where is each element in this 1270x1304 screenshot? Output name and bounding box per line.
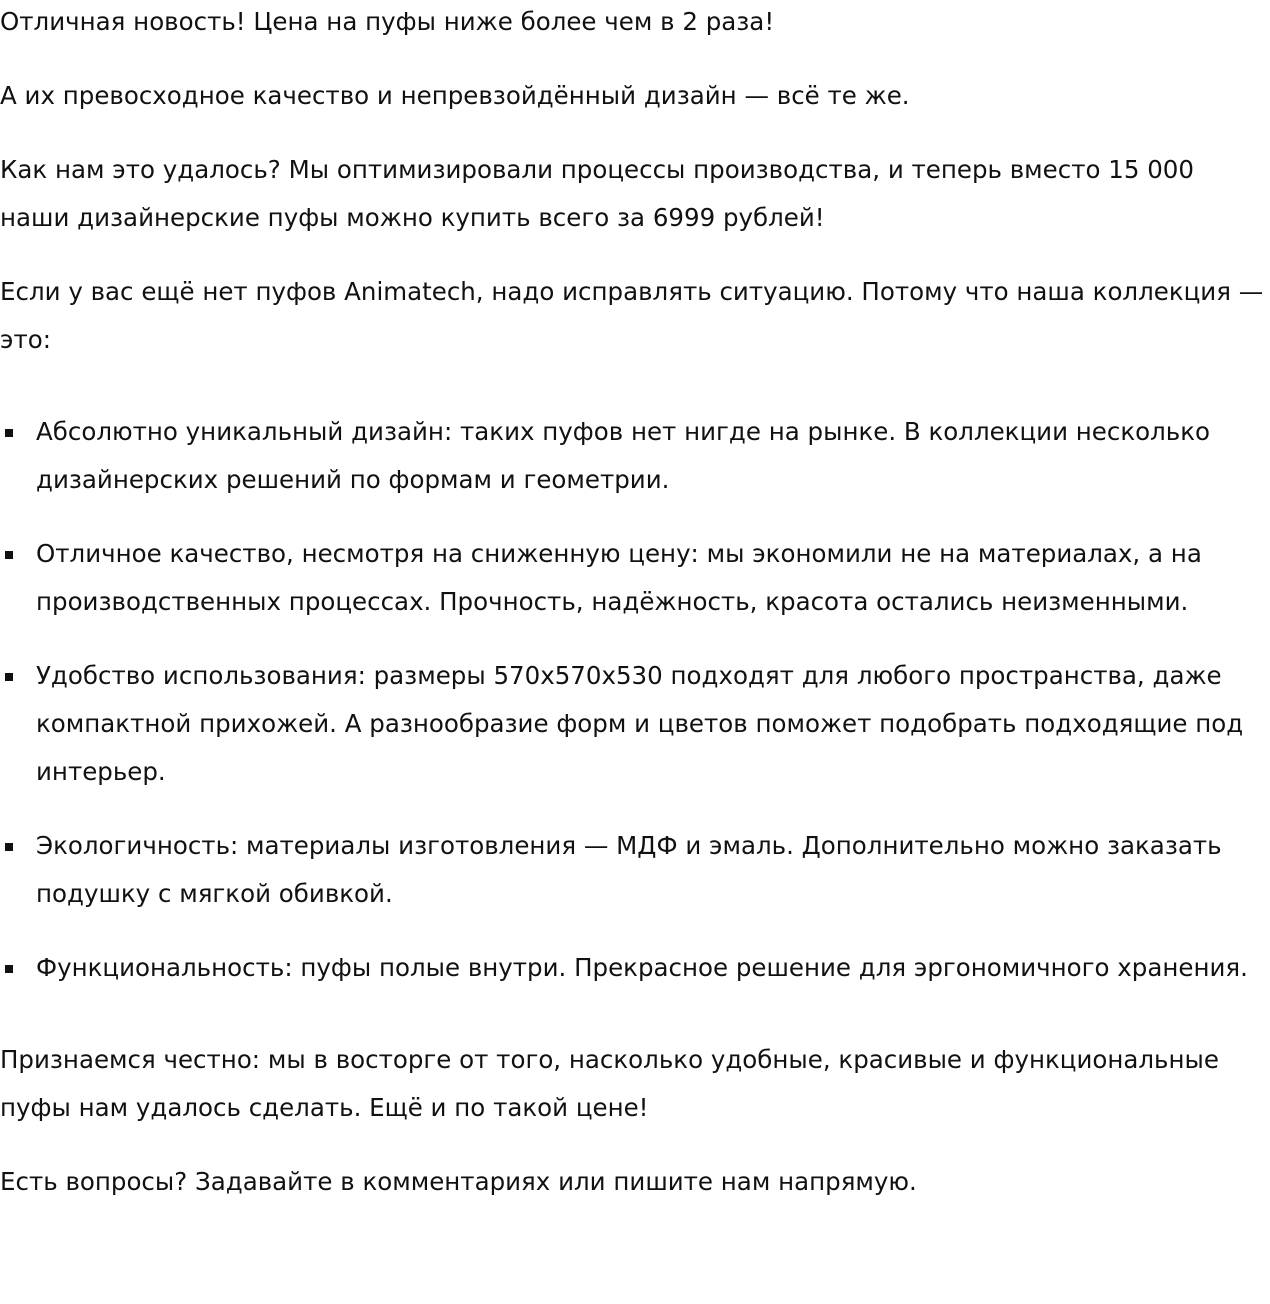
list-item-text: Отличное качество, несмотря на сниженную цену: мы экономили не на материалах, а на производственных процессах. Прочность, надёжность, красота остались неизменными.	[36, 539, 1202, 616]
features-list	[0, 364, 1270, 1036]
square-bullet-icon	[5, 429, 13, 437]
intro-paragraph: Если у вас ещё нет пуфов Animatech, надо исправлять ситуацию. Потому что наша коллекция — это:	[0, 277, 1264, 354]
list-item	[0, 944, 1270, 992]
list-item-text: Функциональность: пуфы полые внутри. Прекрасное решение для эргономичного хранения.	[36, 953, 1248, 982]
list-item-text: Экологичность: материалы изготовления — МДФ и эмаль. Дополнительно можно заказать подушку с мягкой обивкой.	[36, 831, 1222, 908]
square-bullet-icon	[5, 843, 13, 851]
closing-paragraph: Признаемся честно: мы в восторге от того, насколько удобные, красивые и функциональные пуфы нам удалось сделать. Ещё и по такой цене!	[0, 1045, 1219, 1122]
intro-paragraph: Как нам это удалось? Мы оптимизировали процессы производства, и теперь вместо 15 000 наши дизайнерские пуфы можно купить всего за 6999 рублей!	[0, 155, 1194, 232]
square-bullet-icon	[5, 551, 13, 559]
list-item-text: Удобство использования: размеры 570х570х530 подходят для любого пространства, даже компактной прихожей. А разнообразие форм и цветов поможет подобрать подходящие под интерьер.	[36, 661, 1244, 786]
list-item	[0, 408, 1270, 504]
list-item	[0, 652, 1270, 796]
list-item	[0, 822, 1270, 918]
square-bullet-icon	[5, 673, 13, 681]
square-bullet-icon	[5, 965, 13, 973]
closing-paragraph: Есть вопросы? Задавайте в комментариях или пишите нам напрямую.	[0, 1167, 917, 1196]
intro-paragraph: А их превосходное качество и непревзойдённый дизайн — всё те же.	[0, 81, 910, 110]
list-item-text: Абсолютно уникальный дизайн: таких пуфов нет нигде на рынке. В коллекции несколько дизайнерских решений по формам и геометрии.	[36, 417, 1211, 494]
intro-paragraph: Отличная новость! Цена на пуфы ниже более чем в 2 раза!	[0, 7, 775, 36]
list-item	[0, 530, 1270, 626]
